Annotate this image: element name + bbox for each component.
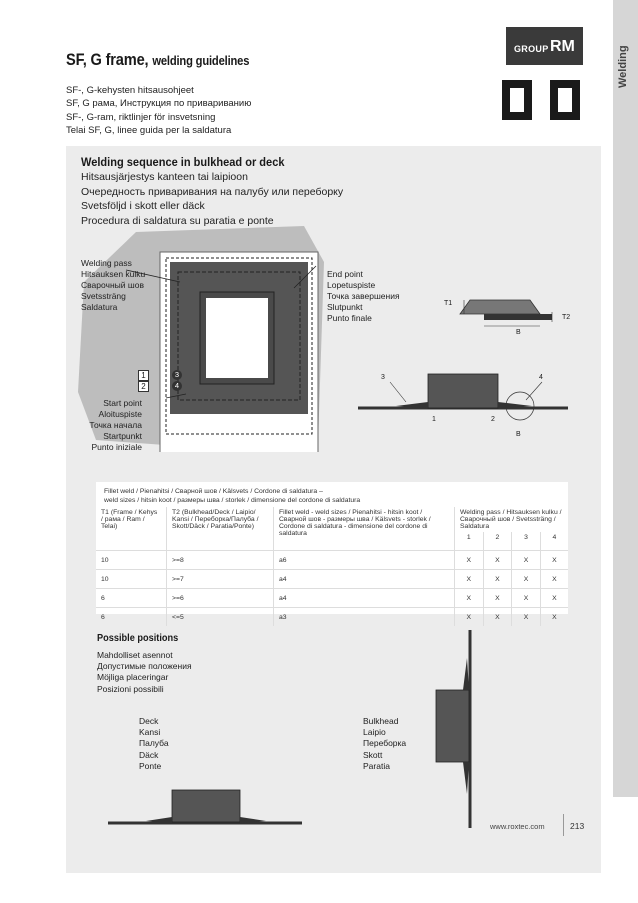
- group-rm-logo: [506, 27, 583, 65]
- start-point-sv: Startpunkt: [103, 431, 142, 441]
- deck-it: Ponte: [139, 760, 162, 771]
- header-t1: T1 (Frame / Kehys / рама / Ram / Telai): [96, 507, 167, 551]
- bulkhead-it: Paratia: [363, 760, 390, 771]
- cell-pass: X: [483, 589, 512, 608]
- subtitle-fi: SF-, G-kehysten hitsausohjeet: [66, 85, 194, 96]
- table-heading: [104, 487, 360, 505]
- footer-url[interactable]: www.roxtec.com: [490, 822, 545, 831]
- side-tab-label: Welding: [617, 45, 629, 88]
- sequence-translations: [81, 170, 343, 228]
- cell-fillet: a3: [274, 608, 455, 627]
- welding-pass-it: Saldatura: [81, 302, 118, 312]
- start-point-ru: Точка начала: [89, 420, 142, 430]
- subtitle-it: Telai SF, G, linee guida per la saldatura: [66, 124, 232, 136]
- bulkhead-position-diagram: [430, 628, 480, 830]
- weld-table: [96, 507, 568, 626]
- cell-t1: 6: [96, 608, 167, 627]
- label-t2: T2: [562, 314, 571, 321]
- cell-pass: X: [483, 570, 512, 589]
- section-num-2: 2: [491, 416, 495, 423]
- table-heading-line1: Fillet weld / Pienahitsi / Сварной шов / Kälsvets / Cordone di saldatura –: [104, 488, 323, 495]
- cell-pass: X: [512, 570, 541, 589]
- welding-pass-label: [81, 258, 145, 313]
- subtitle-ru: SF, G рама, Инструкция по привариванию: [66, 98, 252, 110]
- table-row: [96, 551, 568, 570]
- table-row: [96, 570, 568, 589]
- table-heading-line2: weld sizes / hitsin koot / размеры шва / storlek / dimensione del cordone di saldatura: [104, 497, 361, 504]
- title-translations: [66, 84, 251, 137]
- sequence-fi: Hitsausjärjestys kanteen tai laipioon: [81, 171, 248, 183]
- cell-t1: 10: [96, 570, 167, 589]
- sequence-it: Procedura di saldatura su paratia e ponte: [81, 214, 274, 227]
- start-point-it: Punto iniziale: [91, 442, 142, 452]
- end-point-sv: Slutpunkt: [327, 302, 363, 312]
- title-sub: welding guidelines: [152, 53, 250, 68]
- start-point-label: [66, 398, 142, 453]
- header-pass: Welding pass / Hitsauksen kulku / Сварочный шов / Svetssträng / Saldatura: [460, 509, 562, 530]
- side-tab: [613, 0, 638, 797]
- bulkhead-weld-top: [463, 658, 469, 690]
- table-row: [96, 589, 568, 608]
- welding-pass-ru: Сварочный шов: [81, 280, 144, 290]
- cell-t2: >=8: [167, 551, 274, 570]
- pass-col-3: 3: [512, 532, 541, 551]
- subtitle-sv: SF-, G-ram, riktlinjer för insvetsning: [66, 111, 216, 123]
- title-main: SF, G frame,: [66, 50, 149, 69]
- section-num-1: 1: [432, 416, 436, 423]
- weld-sequence-section: [356, 370, 570, 430]
- positions-it: Posizioni possibili: [97, 683, 164, 694]
- table-header-row: [96, 507, 568, 532]
- positions-translations: [97, 650, 192, 695]
- cell-fillet: a4: [274, 570, 455, 589]
- section-leader-3: [390, 382, 406, 402]
- page-title: [66, 50, 249, 70]
- end-point-en: End point: [327, 269, 363, 279]
- sequence-ru: Очередность приваривания на палубу или переборку: [81, 185, 344, 198]
- end-point-fi: Lopetuspiste: [327, 280, 376, 290]
- bulkhead-fi: Laipio: [363, 727, 386, 738]
- label-t1: T1: [444, 300, 453, 307]
- deck-labels: [139, 716, 169, 772]
- end-point-ru: Точка завершения: [327, 291, 400, 301]
- deck-en: Deck: [139, 716, 159, 726]
- start-point-en: Start point: [103, 398, 142, 408]
- deck-sv: Däck: [139, 749, 159, 760]
- cell-pass: X: [512, 608, 541, 627]
- deck-frame: [172, 790, 240, 822]
- pass-number-4: 4: [172, 381, 182, 391]
- welding-pass-sv: Svetssträng: [81, 291, 126, 301]
- cell-pass: X: [540, 589, 568, 608]
- pass-number-1: 1: [138, 370, 149, 381]
- pass-col-2: 2: [483, 532, 512, 551]
- cell-t2: <=5: [167, 608, 274, 627]
- cell-t2: >=7: [167, 570, 274, 589]
- welding-pass-en: Welding pass: [81, 258, 132, 268]
- positions-sv: Möjliga placeringar: [97, 672, 169, 683]
- pass-number-2: 2: [138, 381, 149, 392]
- frame-opening: [206, 298, 268, 378]
- label-b: B: [516, 329, 521, 336]
- logo-rm: RM: [550, 38, 575, 55]
- bulkhead-weld-bottom: [463, 762, 469, 794]
- section-frame: [428, 374, 498, 408]
- deck-ru: Палуба: [139, 738, 169, 749]
- deck-fi: Kansi: [139, 727, 161, 738]
- bulkhead-frame: [436, 690, 469, 762]
- cell-pass: X: [540, 570, 568, 589]
- cell-t1: 6: [96, 589, 167, 608]
- bulkhead-labels: [363, 716, 406, 772]
- cell-pass: X: [455, 608, 484, 627]
- header-t2: T2 (Bulkhead/Deck / Laipio/ Kansi / Переборка/Палуба / Skott/Däck / Paratia/Ponte): [167, 507, 274, 551]
- weld-size-table: [96, 482, 568, 621]
- deck-position-diagram: [106, 786, 306, 832]
- cell-fillet: a6: [274, 551, 455, 570]
- pass-number-3: 3: [172, 370, 182, 380]
- section-num-4: 4: [539, 374, 543, 381]
- end-point-it: Punto finale: [327, 313, 372, 323]
- pass-col-4: 4: [552, 534, 557, 541]
- logo-group: GROUP: [514, 44, 549, 54]
- cell-t1: 10: [96, 551, 167, 570]
- detail-plate-t2: [484, 314, 552, 320]
- positions-ru: Допустимые положения: [97, 661, 192, 672]
- header-fillet: Fillet weld - weld sizes / Pienahitsi - hitsin koot / Сварной шов - размеры шва / Kälsvets - storlek / Cordone di saldatura - dimensione del cordone di saldatura: [274, 507, 455, 551]
- end-point-label: [327, 269, 400, 324]
- cell-pass: X: [512, 589, 541, 608]
- cell-pass: X: [455, 589, 484, 608]
- pass-col-1: 1: [455, 532, 484, 551]
- sequence-title: Welding sequence in bulkhead or deck: [81, 155, 285, 169]
- bulkhead-en: Bulkhead: [363, 716, 399, 726]
- positions-fi: Mahdolliset asennot: [97, 650, 173, 660]
- cell-fillet: a4: [274, 589, 455, 608]
- cell-pass: X: [455, 551, 484, 570]
- bulkhead-ru: Переборка: [363, 738, 407, 749]
- bulkhead-sv: Skott: [363, 749, 383, 760]
- start-point-fi: Aloituspiste: [98, 409, 142, 419]
- welding-pass-fi: Hitsauksen kulku: [81, 269, 146, 279]
- cell-pass: X: [483, 551, 512, 570]
- footer-divider: [563, 814, 564, 836]
- sf-frame-icon: [502, 80, 532, 120]
- g-frame-icon: [550, 80, 580, 120]
- cell-pass: X: [512, 551, 541, 570]
- cell-pass: X: [540, 551, 568, 570]
- sequence-sv: Svetsföljd i skott eller däck: [81, 200, 205, 213]
- cell-pass: X: [540, 608, 568, 627]
- page-number: 213: [570, 821, 585, 831]
- table-row: [96, 608, 568, 627]
- weld-detail-diagram: [440, 290, 580, 340]
- cell-pass: X: [483, 608, 512, 627]
- section-num-3: 3: [381, 374, 385, 381]
- section-leader-4: [526, 382, 542, 400]
- cell-pass: X: [455, 570, 484, 589]
- detail-plate-t1: [460, 300, 540, 314]
- positions-title: Possible positions: [97, 633, 179, 644]
- cell-t2: >=6: [167, 589, 274, 608]
- section-label-b: B: [516, 431, 521, 438]
